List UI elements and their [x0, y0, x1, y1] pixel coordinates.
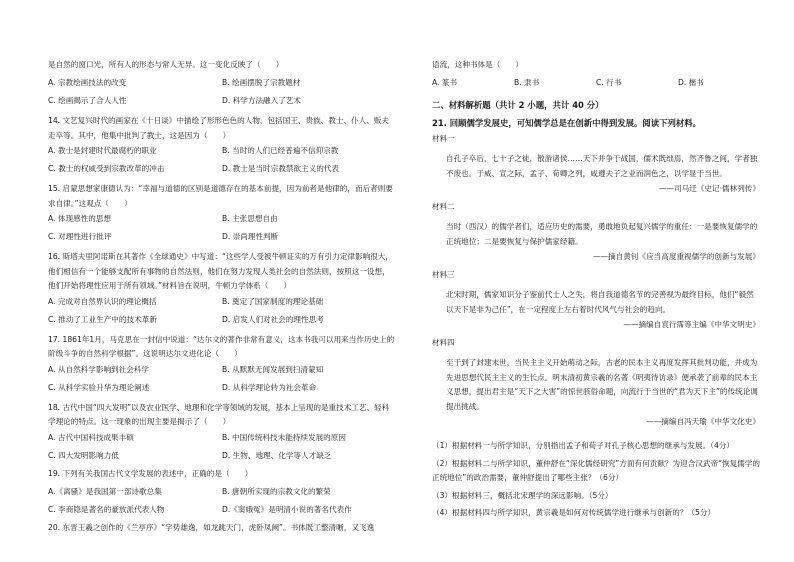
q13-option-b: B. 绘画摆脱了宗教题材	[222, 78, 301, 87]
q13-option-d: D. 科学方法融入了艺术	[222, 96, 302, 105]
material-2-title: 材料二	[432, 202, 455, 211]
material-3-source: ——摘编自袁行霈等主编《中华文明史》	[623, 320, 760, 329]
q15-options-1	[48, 214, 396, 224]
material-3-text: 北宋时期，儒家知识分子鉴前代士人之失，将自我道德名节的完善视为最终目标，他们“毅然以天下是非为己任”，在一定程度上左右着时代风气与社会的趋向。	[446, 290, 754, 314]
q15-option-c: C. 对理性进行批评	[48, 232, 112, 241]
q16-stem: 16. 斯塔夫里阿诺斯在其著作《全球通史》中写道：“这些学人受被牛顿证实的万有引力定律影响很大，他们相信有一个能够支配所有事物的自然法则，他们在努力发现人类社会的自然法则，按照这一设想，他们开始将理性应用于所有领域。”材料旨在说明，牛顿力学体系（ ）	[48, 252, 393, 290]
q13-stem: 是自然的窗口光，所有人的形态与常人无异。这一变化反映了（ ）	[48, 60, 284, 69]
q17-option-d: D. 从科学理论转为社会革命	[222, 382, 317, 392]
q13-option-c: C. 绘画揭示了合人人性	[48, 96, 127, 105]
q17-stem: 17. 1861年1月，马克思在一封信中说道：“达尔文的著作非常有意义，这本书我可以用来当作历史上的阶级斗争的自然科学根据”。这说明达尔文进化论（ ）	[48, 334, 395, 358]
q20-stem-continued: 语流，这种书体是（ ）	[432, 60, 524, 69]
sub-question-2: （2）根据材料二与所学知识，董仲舒在“深化儒经研究”方面有何贡献？为迎合汉武帝“恢复儒学的正统地位”的政治需要，董仲舒提出了哪些主张？（6分）	[432, 458, 760, 482]
right-column	[432, 60, 760, 524]
q18-option-b: B. 中国传统科技未能持续发展的原因	[222, 432, 346, 442]
q14-option-d: D. 教士是当时宗教禁欲主义的代表	[222, 164, 339, 173]
q14-options-2	[48, 164, 396, 174]
q18-option-a: A. 古代中国科技成果丰硕	[48, 432, 134, 442]
q15-options-2	[48, 232, 396, 242]
material-2-text: 当时（西汉）的儒学者们，适应历史的需要，勇敢地负起复兴儒学的重任：一是要恢复儒学的正统地位；二是要恢复与保护儒家经籍。	[446, 222, 758, 246]
material-4-title: 材料四	[432, 338, 455, 347]
sub-question-3: （3）根据材料三，概括北宋理学的深远影响。（5分）	[432, 490, 613, 500]
q20-option-d: D. 楷书	[678, 78, 704, 87]
q13-options-2	[48, 96, 396, 106]
q14-option-c: C. 教士的权威受到宗教改革的冲击	[48, 164, 165, 173]
material-3-title: 材料三	[432, 270, 455, 279]
q18-stem: 18. 古代中国“四大发明”以及农业医学、地理和化学等领域的发展，基本上呈现的是重技术工艺、轻科学理论的特点。这一现象的出现主要是揭示了（ ）	[48, 402, 390, 426]
material-4-source: ——摘编自冯天瑜《中华文化史》	[646, 417, 760, 426]
material-2-source: ——摘自黄钊《应当高度重视儒学的创新与发展》	[592, 252, 760, 261]
q15-option-b: B. 主张思想自由	[222, 214, 278, 223]
q16-options-1	[48, 297, 396, 307]
q14-stem: 14. 文艺复兴时代的画家在《十日谈》中描绘了形形色色的人物，包括国王、贵族、教士、仆人、贩夫走卒等。其中，他集中批判了教士，这是因为（ ）	[48, 116, 390, 140]
q18-options-1	[48, 433, 396, 443]
sub-question-1: （1）根据材料一与所学知识，分别指出孟子和荀子对孔子核心思想的继承与发展。（4分）	[432, 441, 735, 450]
q19-option-b: B. 唐朝所实现的宗教文化的繁荣	[222, 486, 331, 496]
q17-options-1	[48, 365, 396, 375]
q19-stem: 19. 下列有关我国古代文学发展的表述中，正确的是（ ）	[48, 468, 253, 478]
q15-option-a: A. 体现感性的思想	[48, 214, 112, 223]
q19-option-d: D.《窦娥冤》是明清小说的著名代表作	[222, 504, 352, 514]
q18-option-c: C. 四大发明影响力低	[48, 450, 119, 460]
q16-option-a: A. 完成对自然界认识的理论概括	[48, 296, 157, 306]
q17-option-b: B. 从默默无闻发展到扫清蒙知	[222, 364, 324, 374]
q15-stem: 15. 启蒙思想家康德认为：“幸福与道德的区别是道德存在的基本前提，因为前者是他律的，而后者则要求自律。”这观点（ ）	[48, 184, 393, 208]
material-1-text: 自孔子卒后，七十子之徒，散游诸侯……天下并争于战国，儒术既绌焉，然齐鲁之间，学者独不废也。于威、宣之际，孟子、荀卿之列，咸遵夫子之业而润色之，以学显于当世。	[446, 154, 758, 178]
q17-option-a: A. 从自然科学影响到社会科学	[48, 364, 150, 374]
q20-options	[432, 78, 760, 88]
q20-option-c: C. 行书	[596, 78, 622, 87]
q14-option-b: B. 当时的人们已经普遍不信仰宗教	[222, 146, 339, 155]
q18-options-2	[48, 451, 396, 461]
q16-option-b: B. 奠定了国家制度的理论基础	[222, 296, 324, 306]
q20-option-a: A. 篆书	[432, 78, 458, 87]
section-heading: 二、材料解析题（共计 2 小题，共计 40 分）	[432, 100, 604, 110]
q20-option-b: B. 隶书	[514, 78, 540, 87]
q15-option-d: D. 崇尚理性判断	[222, 232, 279, 241]
q20-stem: 20. 东晋王羲之创作的《兰亭序》“字势雄逸，如龙跳天门，虎卧凤阙”。书体既工整清晰，又飞逸	[48, 522, 375, 532]
q18-option-d: D. 生物、地理、化学等人才缺乏	[222, 450, 332, 460]
q16-option-d: D. 启发人们对社会的理性思考	[222, 314, 324, 324]
q19-option-c: C. 李商隐是著名的豪放派代表人物	[48, 504, 165, 514]
q13-option-a: A. 宗教绘画技法的改变	[48, 78, 127, 87]
material-1-title: 材料一	[432, 134, 455, 143]
q17-option-c: C. 从科学实验升华为理论阐述	[48, 382, 150, 392]
q16-option-c: C. 推动了工业生产中的技术革新	[48, 314, 157, 324]
q13-options-1	[48, 78, 396, 88]
left-column	[48, 60, 396, 541]
material-1-source: ——司马迁《史记·儒林列传》	[658, 184, 760, 193]
q19-options-1	[48, 487, 396, 497]
q14-options-1	[48, 146, 396, 156]
q14-option-a: A. 教士是封建时代最腐朽的职业	[48, 146, 157, 155]
q21-stem: 21. 回顾儒学发展史，可知儒学总是在创新中得到发展。阅读下列材料。	[432, 118, 701, 128]
sub-question-4: （4）根据材料四与所学知识，黄宗羲是如何对传统儒学进行继承与创新的？（5分）	[432, 508, 716, 517]
q16-options-2	[48, 315, 396, 325]
q17-options-2	[48, 383, 396, 393]
q19-options-2	[48, 505, 396, 515]
q19-option-a: A.《离骚》是我国第一部诗歌总集	[48, 486, 162, 496]
material-4-text: 至于到了封建末世，当民主主义开始萌动之际，古老的民本主义再度发挥其批判功能，并成为先进思想代民主主义的生长点。明末清初黄宗羲的名著《明夷待访录》便承袭了前辈的民本主义思想，提出君主是“天下之大害”的惊世骇俗命题，向流行于当世的“君为天下主”的传统论调提出挑战。	[446, 358, 758, 411]
